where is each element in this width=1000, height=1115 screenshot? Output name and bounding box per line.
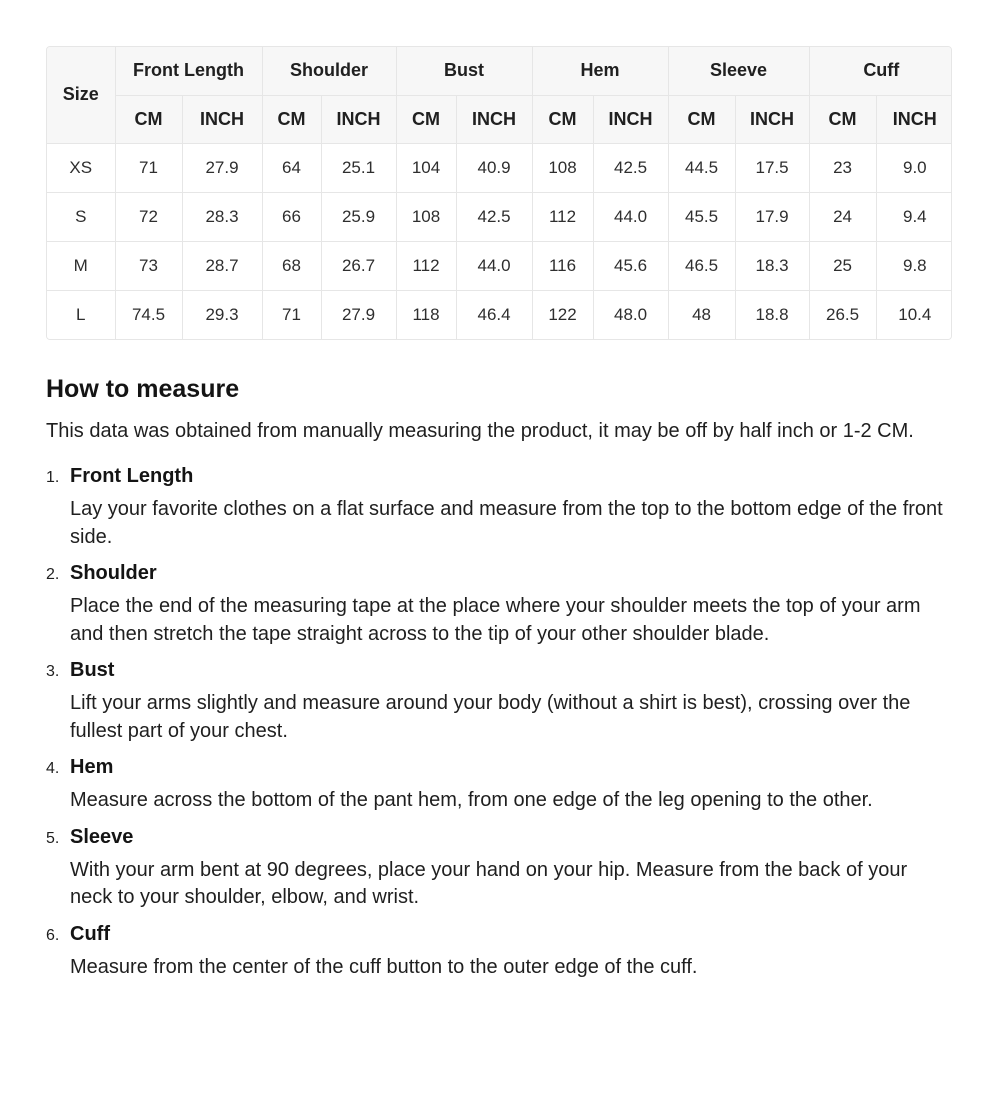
value-cell: 23 xyxy=(809,143,876,192)
step-label: Sleeve xyxy=(70,825,134,848)
value-cell: 9.8 xyxy=(876,241,952,290)
table-row xyxy=(47,241,952,290)
value-cell: 40.9 xyxy=(456,143,532,192)
size-column-header: Size xyxy=(47,47,115,143)
value-cell: 28.3 xyxy=(182,192,262,241)
group-header-row xyxy=(47,47,952,95)
value-cell: 17.5 xyxy=(735,143,809,192)
step-number: 3. xyxy=(46,663,60,680)
size-cell: M xyxy=(47,241,115,290)
table-body xyxy=(47,143,952,339)
unit-header-cm: CM xyxy=(115,95,182,143)
unit-header-cm: CM xyxy=(532,95,593,143)
group-header-sleeve: Sleeve xyxy=(668,47,809,95)
step-number: 6. xyxy=(46,926,60,944)
step-description: Lift your arms slightly and measure around your body (without a shirt is best), crossing over the fullest part of your chest. xyxy=(70,692,911,742)
value-cell: 72 xyxy=(115,192,182,241)
table-row xyxy=(47,192,952,241)
value-cell: 44.0 xyxy=(456,241,532,290)
size-chart-table xyxy=(47,47,952,339)
size-cell: L xyxy=(47,290,115,339)
value-cell: 45.6 xyxy=(593,241,668,290)
measure-intro-text: This data was obtained from manually measuring the product, it may be off by half inch or 1-2 CM. xyxy=(46,420,914,442)
value-cell: 74.5 xyxy=(115,290,182,339)
unit-header-inch: INCH xyxy=(321,95,396,143)
step-description: Measure across the bottom of the pant hem, from one edge of the leg opening to the other. xyxy=(70,789,873,811)
step-label: Bust xyxy=(70,659,115,681)
unit-header-inch: INCH xyxy=(735,95,809,143)
value-cell: 112 xyxy=(532,192,593,241)
value-cell: 66 xyxy=(262,192,321,241)
step-item-shoulder xyxy=(46,560,952,648)
value-cell: 122 xyxy=(532,290,593,339)
size-cell: XS xyxy=(47,143,115,192)
group-header-bust: Bust xyxy=(396,47,532,95)
step-description: Lay your favorite clothes on a flat surface and measure from the top to the bottom edge of the front side. xyxy=(70,498,943,548)
value-cell: 48 xyxy=(668,290,735,339)
value-cell: 118 xyxy=(396,290,456,339)
value-cell: 9.0 xyxy=(876,143,952,192)
value-cell: 9.4 xyxy=(876,192,952,241)
step-description: Measure from the center of the cuff button to the outer edge of the cuff. xyxy=(70,955,698,978)
value-cell: 48.0 xyxy=(593,290,668,339)
unit-header-inch: INCH xyxy=(456,95,532,143)
value-cell: 112 xyxy=(396,241,456,290)
size-chart-table-container xyxy=(46,46,952,340)
group-header-front-length: Front Length xyxy=(115,47,262,95)
step-item-front-length xyxy=(46,463,952,551)
table-row xyxy=(47,290,952,339)
unit-header-inch: INCH xyxy=(182,95,262,143)
value-cell: 42.5 xyxy=(456,192,532,241)
value-cell: 68 xyxy=(262,241,321,290)
value-cell: 44.0 xyxy=(593,192,668,241)
unit-header-cm: CM xyxy=(809,95,876,143)
step-label: Shoulder xyxy=(70,562,157,584)
value-cell: 29.3 xyxy=(182,290,262,339)
value-cell: 10.4 xyxy=(876,290,952,339)
value-cell: 18.3 xyxy=(735,241,809,290)
value-cell: 25.9 xyxy=(321,192,396,241)
value-cell: 45.5 xyxy=(668,192,735,241)
value-cell: 46.4 xyxy=(456,290,532,339)
value-cell: 116 xyxy=(532,241,593,290)
value-cell: 26.7 xyxy=(321,241,396,290)
size-cell: S xyxy=(47,192,115,241)
value-cell: 17.9 xyxy=(735,192,809,241)
unit-header-cm: CM xyxy=(262,95,321,143)
step-number: 1. xyxy=(46,469,60,486)
step-label: Hem xyxy=(70,756,114,778)
unit-header-inch: INCH xyxy=(876,95,952,143)
step-number: 2. xyxy=(46,566,60,583)
value-cell: 108 xyxy=(396,192,456,241)
value-cell: 18.8 xyxy=(735,290,809,339)
step-item-bust xyxy=(46,657,952,745)
group-header-hem: Hem xyxy=(532,47,668,95)
unit-header-inch: INCH xyxy=(593,95,668,143)
step-label: Cuff xyxy=(70,922,110,945)
value-cell: 28.7 xyxy=(182,241,262,290)
step-item-cuff xyxy=(46,921,952,982)
group-header-cuff: Cuff xyxy=(809,47,952,95)
value-cell: 46.5 xyxy=(668,241,735,290)
table-header xyxy=(47,47,952,143)
value-cell: 73 xyxy=(115,241,182,290)
step-item-hem xyxy=(46,754,952,815)
unit-header-row xyxy=(47,95,952,143)
step-number: 5. xyxy=(46,829,60,847)
measure-steps-list xyxy=(46,463,952,981)
how-to-measure-title: How to measure xyxy=(46,375,240,403)
step-label: Front Length xyxy=(70,465,194,487)
value-cell: 27.9 xyxy=(182,143,262,192)
value-cell: 42.5 xyxy=(593,143,668,192)
value-cell: 108 xyxy=(532,143,593,192)
value-cell: 71 xyxy=(115,143,182,192)
value-cell: 64 xyxy=(262,143,321,192)
table-row xyxy=(47,143,952,192)
value-cell: 104 xyxy=(396,143,456,192)
group-header-shoulder: Shoulder xyxy=(262,47,396,95)
value-cell: 25.1 xyxy=(321,143,396,192)
unit-header-cm: CM xyxy=(396,95,456,143)
value-cell: 27.9 xyxy=(321,290,396,339)
step-description: Place the end of the measuring tape at the place where your shoulder meets the top of your arm and then stretch the tape straight across to the tip of your other shoulder blade. xyxy=(70,595,921,645)
step-item-sleeve xyxy=(46,824,952,912)
value-cell: 44.5 xyxy=(668,143,735,192)
unit-header-cm: CM xyxy=(668,95,735,143)
step-number: 4. xyxy=(46,760,60,777)
value-cell: 71 xyxy=(262,290,321,339)
step-description: With your arm bent at 90 degrees, place your hand on your hip. Measure from the back of your neck to your shoulder, elbow, and wrist. xyxy=(70,858,908,908)
value-cell: 25 xyxy=(809,241,876,290)
value-cell: 26.5 xyxy=(809,290,876,339)
value-cell: 24 xyxy=(809,192,876,241)
